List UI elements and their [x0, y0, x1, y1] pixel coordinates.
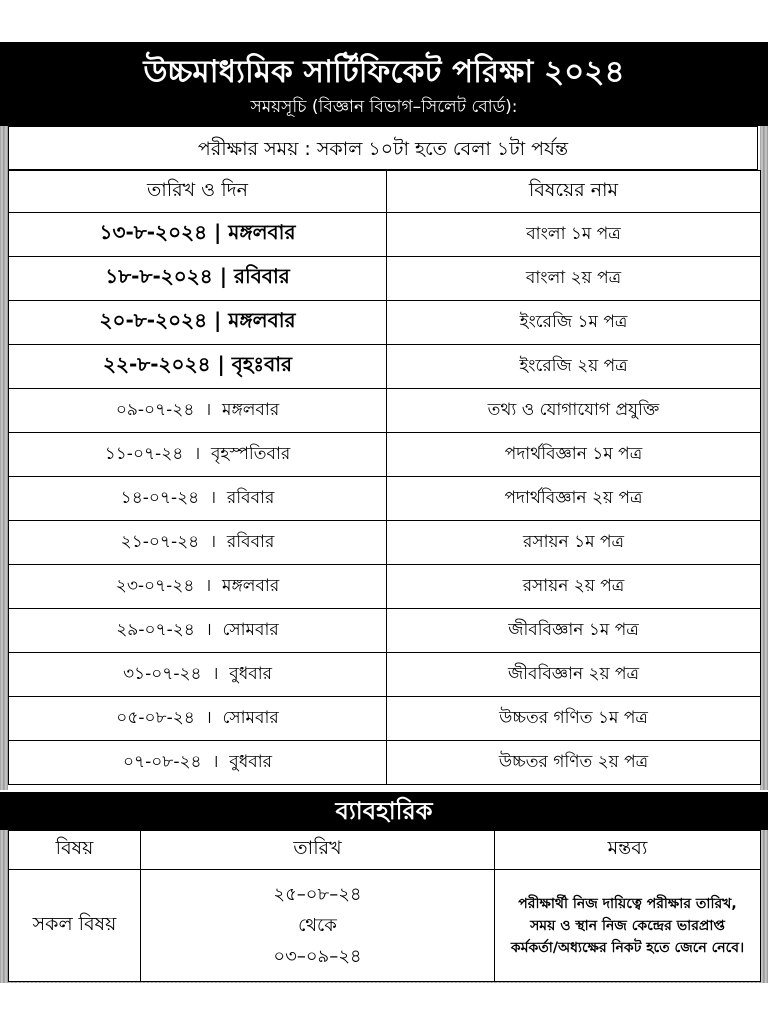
schedule-row [9, 653, 761, 697]
schedule-row [9, 565, 761, 609]
practical-date-header: তারিখ [141, 831, 495, 870]
practical-date-separator: থেকে [298, 915, 337, 936]
exam-date: ০৯-০৭-২৪ । মঙ্গলবার [9, 389, 387, 433]
schedule-row [9, 741, 761, 785]
practical-table [8, 830, 761, 982]
exam-subject: উচ্চতর গণিত ২য় পত্র [387, 741, 761, 785]
schedule-row [9, 301, 761, 345]
exam-routine-sheet [0, 42, 768, 983]
practical-remark-header: মন্তব্য [495, 831, 761, 870]
exam-time: পরীক্ষার সময় : সকাল ১০টা হতে বেলা ১টা পর্যন্ত [8, 126, 758, 170]
schedule-row [9, 213, 761, 257]
schedule-row [9, 477, 761, 521]
schedule-row [9, 433, 761, 477]
exam-subject: পদার্থবিজ্ঞান ২য় পত্র [387, 477, 761, 521]
practical-date-range [141, 870, 495, 982]
exam-subject: বাংলা ১ম পত্র [387, 213, 761, 257]
exam-date: ০৫-০৮-২৪ । সোমবার [9, 697, 387, 741]
exam-subject: পদার্থবিজ্ঞান ১ম পত্র [387, 433, 761, 477]
exam-subject: জীববিজ্ঞান ১ম পত্র [387, 609, 761, 653]
exam-date: ১৮-৮-২০২৪ | রবিবার [9, 257, 387, 301]
exam-subject: বাংলা ২য় পত্র [387, 257, 761, 301]
schedule-row [9, 345, 761, 389]
practical-subject: সকল বিষয় [9, 870, 141, 982]
schedule-table [8, 170, 761, 785]
exam-date: ৩১-০৭-২৪ । বুধবার [9, 653, 387, 697]
exam-date: ১১-০৭-২৪ । বৃহস্পতিবার [9, 433, 387, 477]
practical-row [9, 870, 761, 982]
header-banner [0, 42, 768, 126]
practical-frame [0, 830, 768, 983]
exam-subject: রসায়ন ২য় পত্র [387, 565, 761, 609]
exam-subject: রসায়ন ১ম পত্র [387, 521, 761, 565]
exam-date: ২২-৮-২০২৪ | বৃহঃবার [9, 345, 387, 389]
exam-date: ১৪-০৭-২৪ । রবিবার [9, 477, 387, 521]
page-title: উচ্চমাধ্যমিক সার্টিফিকেট পরিক্ষা ২০২৪ [143, 54, 625, 90]
exam-subject: তথ্য ও যোগাযোগ প্রযুক্তি [387, 389, 761, 433]
exam-date: ২০-৮-২০২৪ | মঙ্গলবার [9, 301, 387, 345]
exam-date: ২৯-০৭-২৪ । সোমবার [9, 609, 387, 653]
practical-date-to: ০৩–০৯–২৪ [273, 946, 362, 967]
exam-date: ২১-০৭-২৪ । রবিবার [9, 521, 387, 565]
page-subtitle: সময়সূচি (বিজ্ঞান বিভাগ–সিলেট বোর্ড): [250, 97, 518, 117]
exam-subject: জীববিজ্ঞান ২য় পত্র [387, 653, 761, 697]
practical-date-from: ২৫–০৮–২৪ [273, 884, 362, 905]
schedule-row [9, 697, 761, 741]
exam-date: ১৩-৮-২০২৪ | মঙ্গলবার [9, 213, 387, 257]
schedule-row [9, 521, 761, 565]
practical-remark: পরীক্ষার্থী নিজ দায়িত্বে পরীক্ষার তারিখ, সময় ও স্থান নিজ কেন্দ্রের ভারপ্রাপ্ত কর্মকর্তা/অধ্যক্ষের নিকট হতে জেনে নেবে। [495, 870, 761, 982]
exam-subject: ইংরেজি ২য় পত্র [387, 345, 761, 389]
exam-subject: ইংরেজি ১ম পত্র [387, 301, 761, 345]
schedule-row [9, 389, 761, 433]
practical-title: ব্যাবহারিক [0, 792, 768, 830]
practical-subject-header: বিষয় [9, 831, 141, 870]
schedule-row [9, 609, 761, 653]
subject-column-header: বিষয়ের নাম [387, 171, 761, 213]
exam-date: ০৭-০৮-২৪ । বুধবার [9, 741, 387, 785]
exam-date: ২৩-০৭-২৪ । মঙ্গলবার [9, 565, 387, 609]
schedule-row [9, 257, 761, 301]
exam-subject: উচ্চতর গণিত ১ম পত্র [387, 697, 761, 741]
schedule-frame [0, 126, 768, 790]
date-column-header: তারিখ ও দিন [9, 171, 387, 213]
